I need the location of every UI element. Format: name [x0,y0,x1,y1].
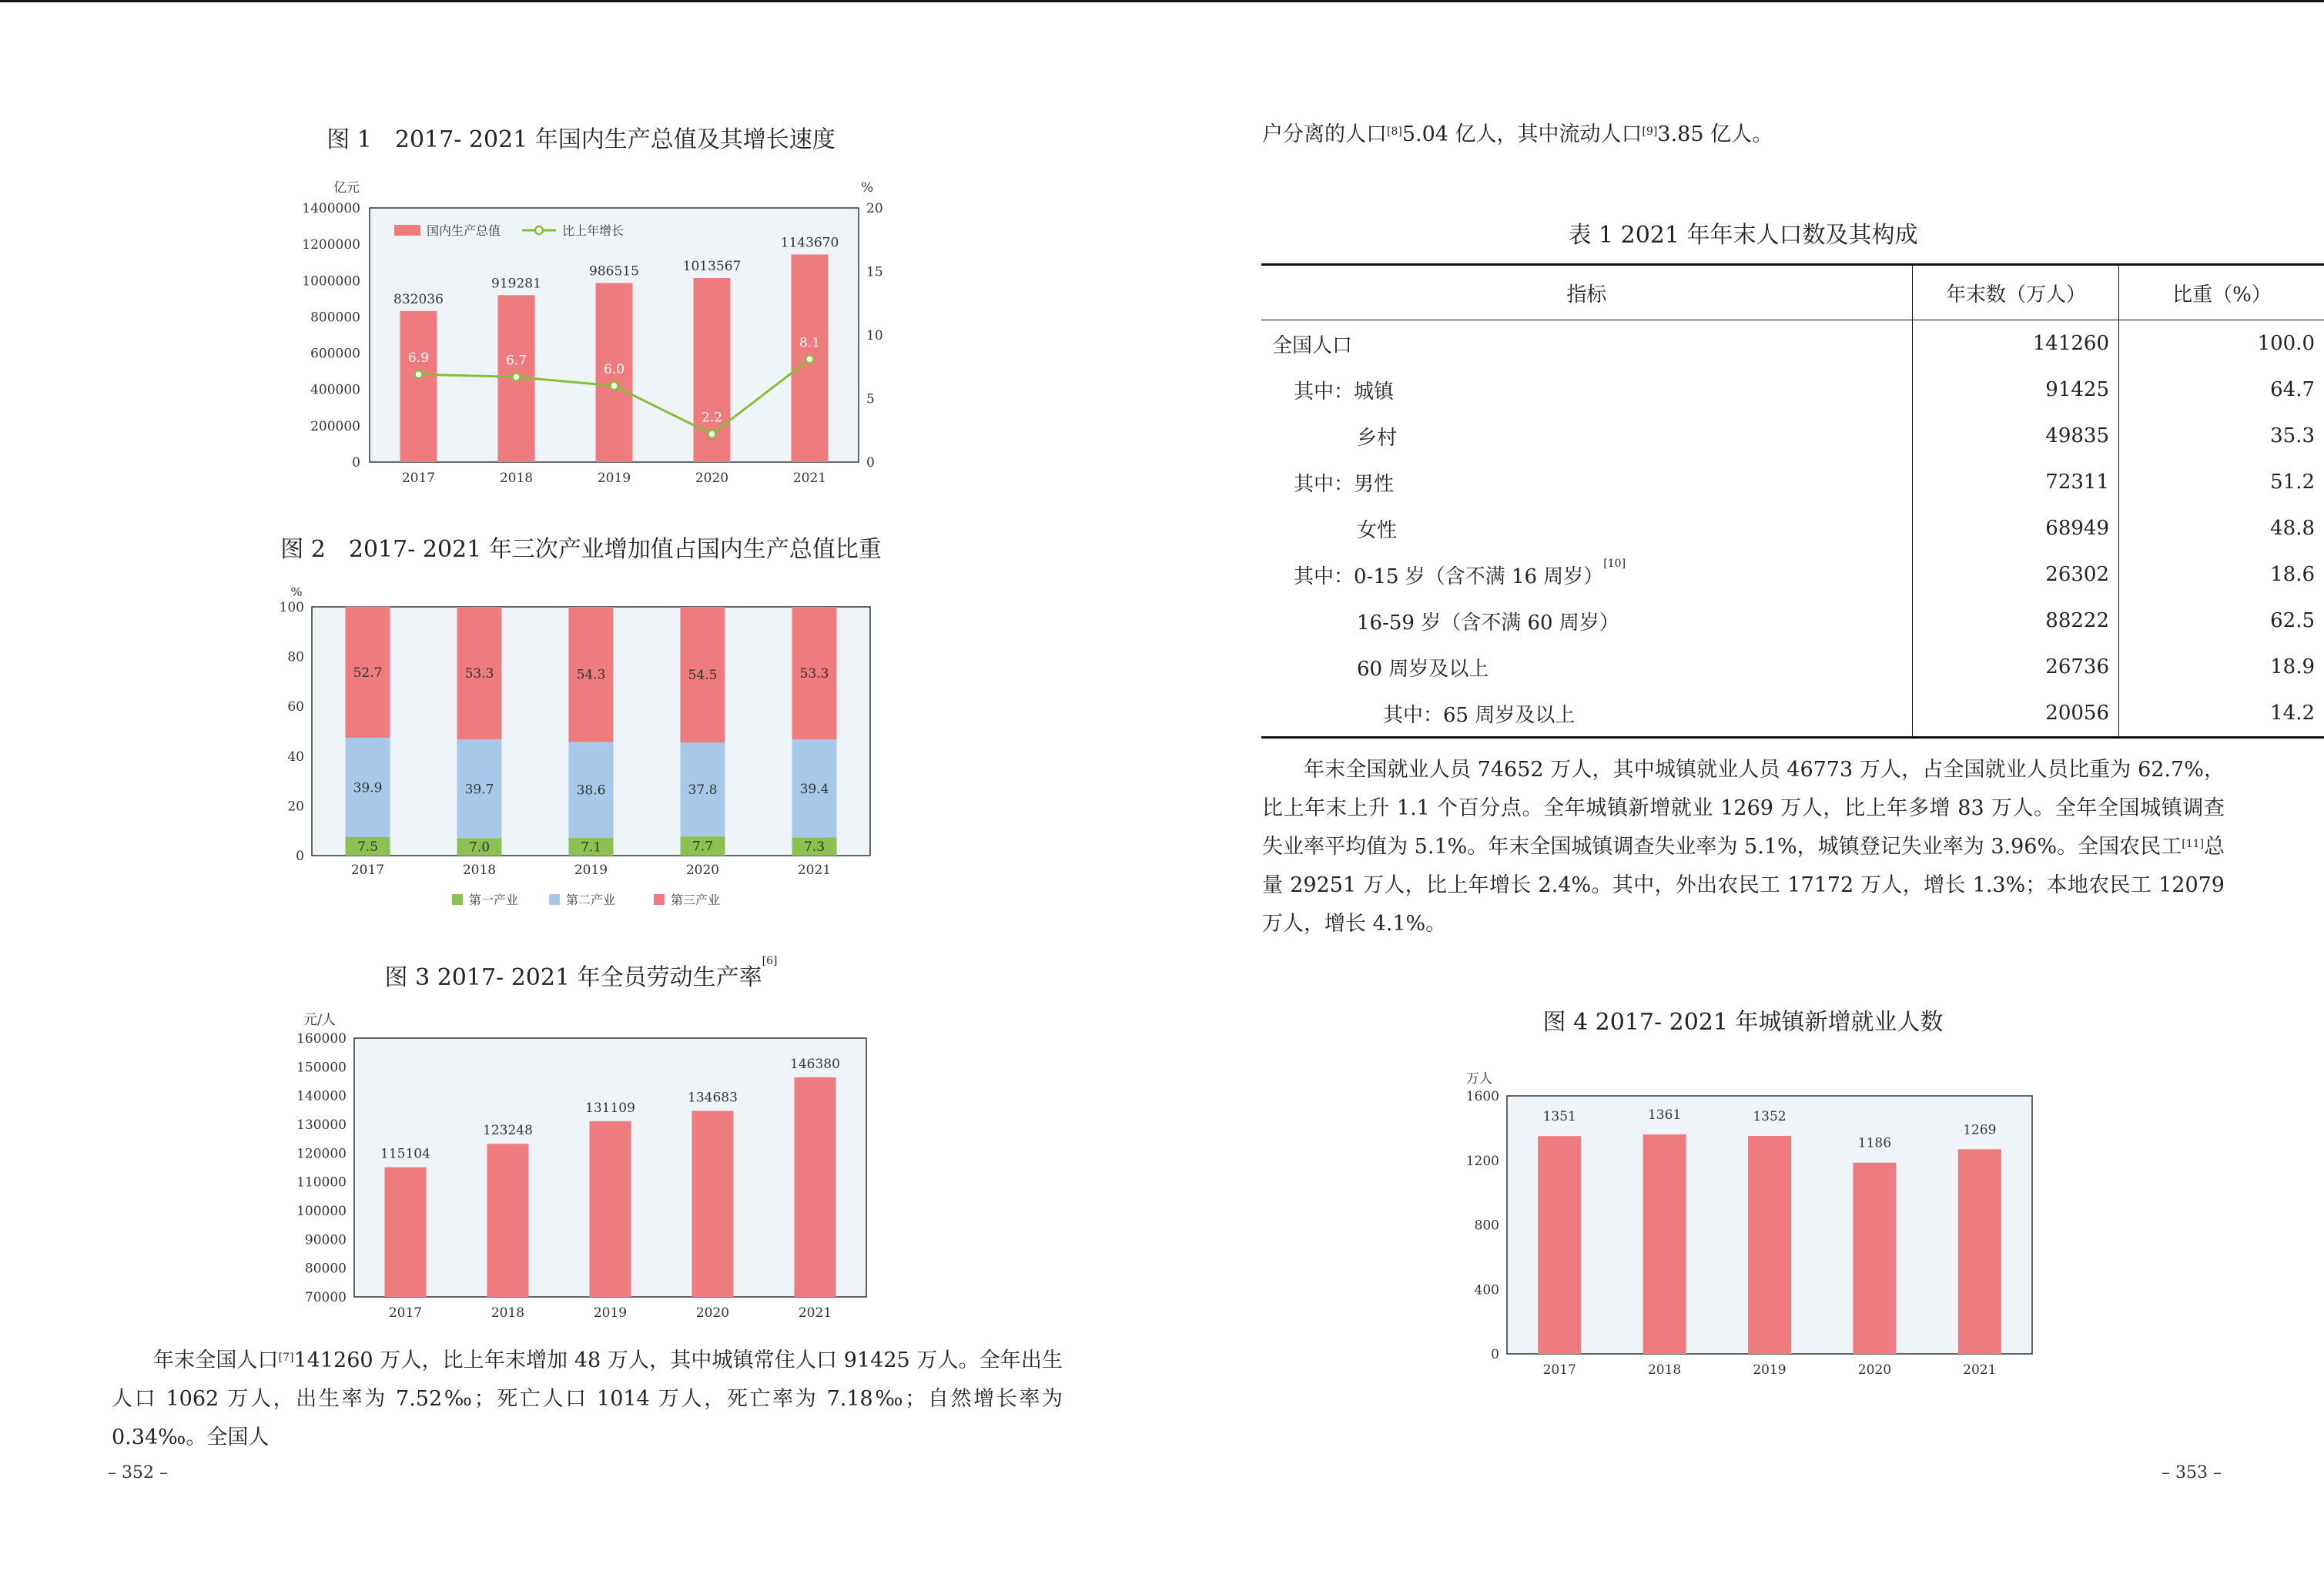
table-row [1261,551,2324,598]
industry-share-chart [273,584,889,923]
row-share: 51.2 [2119,459,2324,505]
data-label: 1143670 [780,235,839,251]
continued-paragraph: 户分离的人口[8]5.04 亿人，其中流动人口[9]3.85 亿人。 [1262,122,1773,146]
row-share: 18.9 [2119,644,2324,690]
header-share: 比重（%） [2119,265,2324,320]
footnote-ref-9: [9] [1642,126,1658,138]
y-tick-label: 130000 [296,1117,347,1133]
bar [692,1111,734,1297]
data-label: 986515 [589,263,639,280]
y-tick-label: 1000000 [302,273,360,290]
row-share: 64.7 [2119,367,2324,413]
bar [1748,1136,1791,1354]
figure3-title: 图 3 2017- 2021 年全员劳动生产率[6] [384,955,778,991]
data-label: 1351 [1542,1109,1576,1125]
line-point [415,370,423,378]
y-tick-label: 800 [1474,1218,1499,1234]
x-tick-label: 2018 [462,863,497,878]
bar [400,311,437,462]
legend-label: 国内生产总值 [427,223,501,238]
employment-paragraph: 年末全国就业人员 74652 万人，其中城镇就业人员 46773 万人，占全国就业人员比重为 62.7%，比上年末上升 1.1 个百分点。全年城镇新增就业 1269 万人，比上年多增 83 万人。全年全国城镇调查失业率平均值为 5.1%。年末全国城镇调查失业率为 5.1%，城镇登记失业率为 3.96%。全国农民工[11]总量 29251 万人，比上年增长 2.4%。其中，外出农民工 17172 万人，增长 1.3%；本地农民工 12079 万人，增长 4.1%。 [1262,758,2225,936]
row-indicator: 乡村 [1357,426,1398,450]
line-point [806,355,814,363]
data-label: 1013567 [682,259,742,275]
x-tick-label: 2021 [798,1305,832,1321]
x-tick-label: 2021 [1963,1362,1997,1378]
urban-employment-chart [1447,1061,2048,1385]
population-paragraph: 年末全国人口[7]141260 万人，比上年末增加 48 万人，其中城镇常住人口 91425 万人。全年出生人口 1062 万人，出生率为 7.52‰；死亡人口 1014 万人，死亡率为 7.18‰；自然增长率为 0.34‰。全国人 [112,1348,1063,1449]
bar [1853,1163,1896,1354]
legend-label: 第三产业 [671,893,721,907]
y-tick-label: 200000 [310,418,360,434]
bar [1643,1134,1686,1354]
y-tick-label: 1200 [1465,1153,1499,1169]
axis-label: 万人 [1466,1071,1492,1087]
data-label: 38.6 [576,782,606,799]
page-number-left: – 352 – [108,1463,168,1482]
data-label: 7.5 [357,839,379,855]
legend-swatch [549,894,560,905]
growth-label: 6.0 [603,362,625,377]
y-tick-label: 80000 [304,1261,347,1277]
row-indicator: 其中：男性 [1294,472,1395,496]
legend-swatch [654,894,665,905]
y-tick-label: 160000 [296,1031,347,1047]
data-label: 1186 [1857,1135,1892,1151]
data-label: 832036 [393,291,444,307]
y-tick-label: 90000 [304,1232,347,1248]
row-share: 35.3 [2119,413,2324,459]
row-count: 68949 [1912,505,2118,551]
gdp-chart [285,176,886,491]
bar [590,1121,631,1297]
y-tick-label: 60 [287,699,304,715]
y-tick-label: 100000 [296,1204,347,1219]
x-tick-label: 2017 [1542,1362,1576,1378]
legend-label: 第二产业 [566,893,616,907]
row-count: 20056 [1912,690,2118,738]
y-tick-label: 400 [1474,1282,1499,1298]
y-tick-label: 20 [287,799,304,815]
row-share: 62.5 [2119,598,2324,644]
x-tick-label: 2019 [593,1305,628,1321]
row-count: 26302 [1912,551,2118,598]
y-tick-label: 80 [287,649,304,665]
x-tick-label: 2021 [797,863,832,878]
data-label: 39.7 [464,782,494,798]
right-page [1162,0,2324,1588]
legend-label: 比上年增长 [562,223,625,238]
y-tick-label: 1600 [1465,1089,1499,1104]
data-label: 52.7 [353,665,383,681]
data-label: 7.1 [580,839,602,856]
legend-label: 第一产业 [469,893,519,907]
data-label: 1361 [1647,1107,1682,1124]
data-label: 53.3 [464,666,494,682]
row-count: 91425 [1912,367,2118,413]
data-label: 54.3 [576,667,606,683]
table-row [1261,459,2324,505]
row-share: 18.6 [2119,551,2324,598]
line-point [708,431,716,438]
data-label: 919281 [491,276,541,292]
figure1-title: 图 1 2017- 2021 年国内生产总值及其增长速度 [326,126,836,153]
bar [795,1077,836,1297]
table-row [1261,598,2324,644]
y-tick-label: 800000 [310,310,360,326]
data-label: 146380 [790,1056,840,1072]
row-count: 26736 [1912,644,2118,690]
data-label: 123248 [483,1123,533,1139]
y-tick-label: 400000 [310,382,360,398]
row-share: 100.0 [2119,320,2324,367]
data-label: 131109 [585,1100,635,1116]
table-row [1261,690,2324,738]
footnote-ref-8: [8] [1387,126,1402,138]
growth-label: 2.2 [701,410,723,426]
row-count: 141260 [1912,320,2118,367]
x-tick-label: 2018 [1647,1362,1682,1378]
legend-swatch-bar [394,225,420,236]
x-tick-label: 2019 [1753,1362,1787,1378]
axis-label-left: 亿元 [333,180,360,196]
y-tick-label: 0 [352,455,360,471]
data-label: 7.3 [803,839,825,856]
population-table [1261,263,2324,739]
legend-swatch [452,894,463,905]
page-number-right: – 353 – [2162,1463,2222,1482]
legend-marker [535,226,543,234]
bar [1958,1149,2001,1354]
data-label: 54.5 [688,668,718,684]
y-tick-label: 70000 [304,1290,347,1305]
footnote-ref-6: [6] [762,955,778,967]
axis-label: 元/人 [303,1012,337,1028]
x-tick-label: 2021 [792,471,827,486]
data-label: 134683 [688,1090,738,1106]
row-count: 72311 [1912,459,2118,505]
x-tick-label: 2017 [401,471,436,486]
table-row [1261,505,2324,551]
data-label: 53.3 [799,666,829,682]
x-tick-label: 2018 [499,471,534,486]
data-label: 39.9 [353,780,383,796]
row-count: 49835 [1912,413,2118,459]
footnote-ref-11: [11] [2182,838,2204,850]
data-label: 115104 [380,1146,430,1162]
line-point [513,373,521,380]
table-row [1261,413,2324,459]
row-share: 14.2 [2119,690,2324,738]
x-tick-label: 2019 [574,863,608,878]
axis-label-right: % [861,180,874,196]
figure2-title: 图 2 2017- 2021 年三次产业增加值占国内生产总值比重 [280,536,882,563]
row-indicator: 16-59 岁（含不满 60 周岁） [1357,611,1619,635]
row-indicator: 女性 [1357,518,1398,542]
row-indicator: 60 周岁及以上 [1357,657,1489,681]
row-indicator: 其中：0-15 岁（含不满 16 周岁）[10] [1294,557,1626,588]
data-label: 7.7 [692,839,714,855]
y-tick-label: 1200000 [302,237,360,253]
x-tick-label: 2020 [695,471,729,486]
x-tick-label: 2017 [388,1305,423,1321]
row-indicator: 其中：城镇 [1294,380,1395,404]
axis-label: % [290,585,303,599]
x-tick-label: 2017 [350,863,385,878]
y-tick-label: 10 [866,328,883,343]
y-tick-label: 120000 [296,1146,347,1162]
y-tick-label: 0 [866,455,875,471]
header-count: 年末数（万人） [1912,265,2118,320]
x-tick-label: 2018 [491,1305,525,1321]
y-tick-label: 5 [866,391,875,407]
y-tick-label: 110000 [296,1174,347,1191]
labor-productivity-chart [277,1006,886,1329]
data-label: 7.0 [468,839,491,856]
growth-label: 6.7 [505,353,527,369]
table-row [1261,644,2324,690]
table-row [1261,367,2324,413]
row-count: 88222 [1912,598,2118,644]
footnote-ref-10: [10] [1603,557,1626,570]
y-tick-label: 15 [866,264,883,280]
y-tick-label: 40 [287,749,304,765]
y-tick-label: 20 [866,201,883,216]
data-label: 1269 [1963,1122,1997,1138]
header-indicator: 指标 [1261,265,1912,320]
footnote-ref-7: [7] [278,1352,294,1364]
table-row [1261,320,2324,367]
y-tick-label: 600000 [310,346,360,362]
row-share: 48.8 [2119,505,2324,551]
bar [487,1144,529,1297]
y-tick-label: 0 [296,849,304,864]
y-tick-label: 140000 [296,1088,347,1104]
data-label: 1352 [1753,1108,1787,1124]
y-tick-label: 0 [1491,1347,1499,1362]
y-tick-label: 1400000 [302,201,360,216]
line-point [611,382,618,390]
row-indicator: 其中：65 周岁及以上 [1261,690,1912,738]
bar [385,1168,427,1297]
y-tick-label: 100 [279,600,304,615]
table1-title: 表 1 2021 年年末人口数及其构成 [1568,222,1918,249]
data-label: 39.4 [799,781,829,797]
x-tick-label: 2019 [597,471,631,486]
x-tick-label: 2020 [685,863,720,878]
y-tick-label: 150000 [296,1060,347,1076]
figure4-title: 图 4 2017- 2021 年城镇新增就业人数 [1542,1009,1944,1036]
x-tick-label: 2020 [695,1305,730,1321]
growth-label: 8.1 [799,335,821,351]
data-label: 37.8 [688,782,718,799]
x-tick-label: 2020 [1857,1362,1892,1378]
growth-label: 6.9 [407,350,430,367]
row-indicator: 全国人口 [1272,333,1353,357]
table-header-row [1261,265,2324,320]
bar [1538,1136,1581,1354]
